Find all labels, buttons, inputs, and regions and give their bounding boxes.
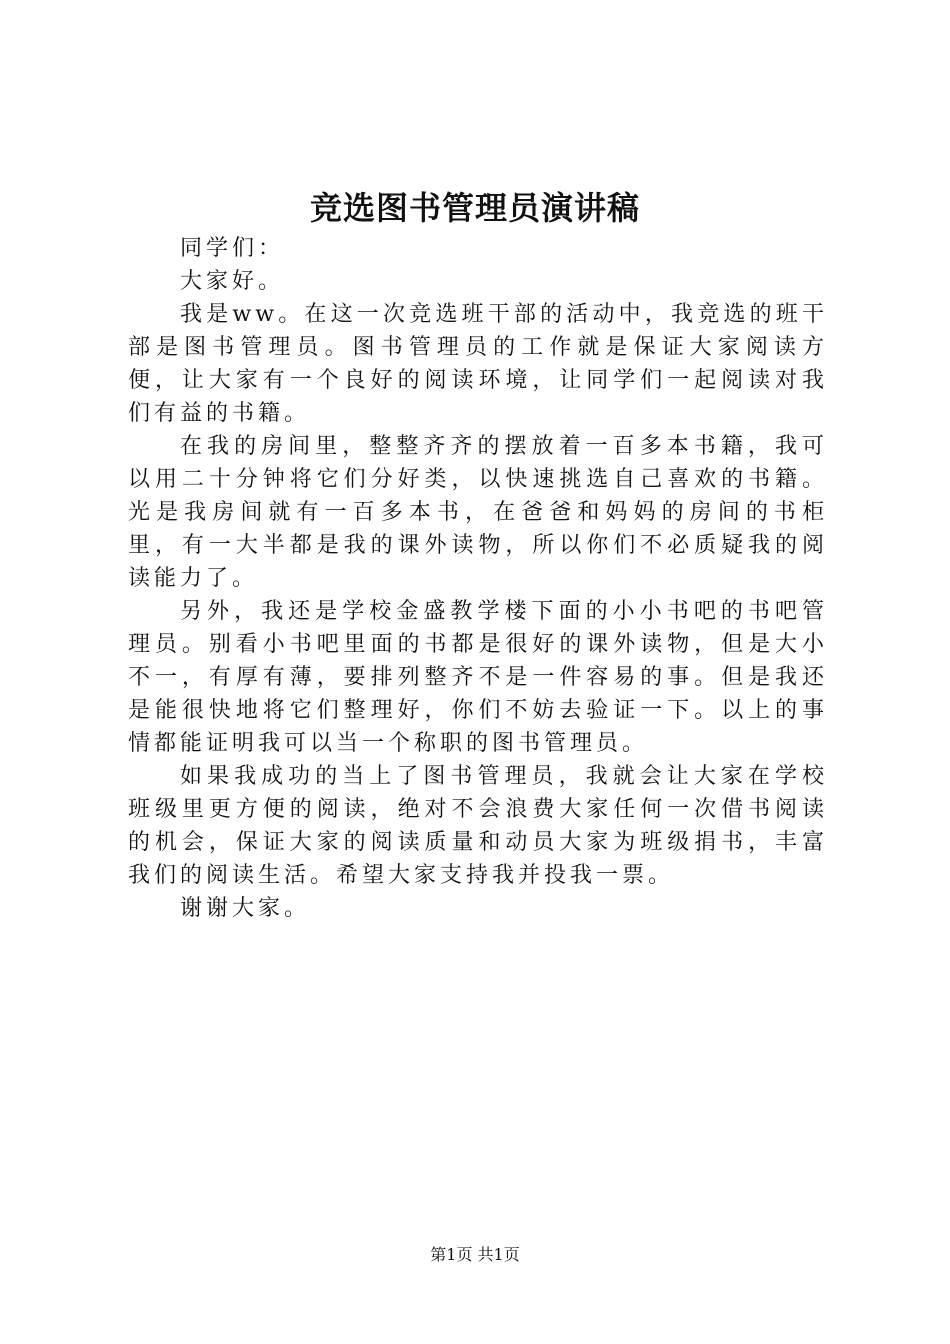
paragraph-school-book-bar: 另外，我还是学校金盛教学楼下面的小小书吧的书吧管理员。别看小书吧里面的书都是很好的课外读物，但是大小不一，有厚有薄，要排列整齐不是一件容易的事。但是我还是能很快地将它们整理好，你们不妨去验证一下。以上的事情都能证明我可以当一个称职的图书管理员。 bbox=[128, 599, 828, 756]
paragraph-introduction: 我是ww。在这一次竞选班干部的活动中，我竞选的班干部是图书管理员。图书管理员的工作就是保证大家阅读方便，让大家有一个良好的阅读环境，让同学们一起阅读对我们有益的书籍。 bbox=[128, 302, 828, 426]
paragraph-greeting: 同学们： bbox=[180, 236, 285, 261]
paragraph-hello: 大家好。 bbox=[180, 269, 285, 294]
document-title: 竞选图书管理员演讲稿 bbox=[309, 189, 640, 227]
paragraph-promise: 如果我成功的当上了图书管理员，我就会让大家在学校班级里更方便的阅读，绝对不会浪费大家任何一次借书阅读的机会，保证大家的阅读质量和动员大家为班级捐书，丰富我们的阅读生活。希望大家支持我并投我一票。 bbox=[128, 764, 828, 888]
page-footer: 第1页 共1页 bbox=[430, 1245, 520, 1264]
document-body bbox=[128, 232, 828, 925]
paragraph-home-books: 在我的房间里，整整齐齐的摆放着一百多本书籍，我可以用二十分钟将它们分好类，以快速挑选自己喜欢的书籍。光是我房间就有一百多本书，在爸爸和妈妈的房间的书柜里，有一大半都是我的课外读物，所以你们不必质疑我的阅读能力了。 bbox=[128, 434, 828, 591]
paragraph-thanks: 谢谢大家。 bbox=[180, 896, 311, 921]
